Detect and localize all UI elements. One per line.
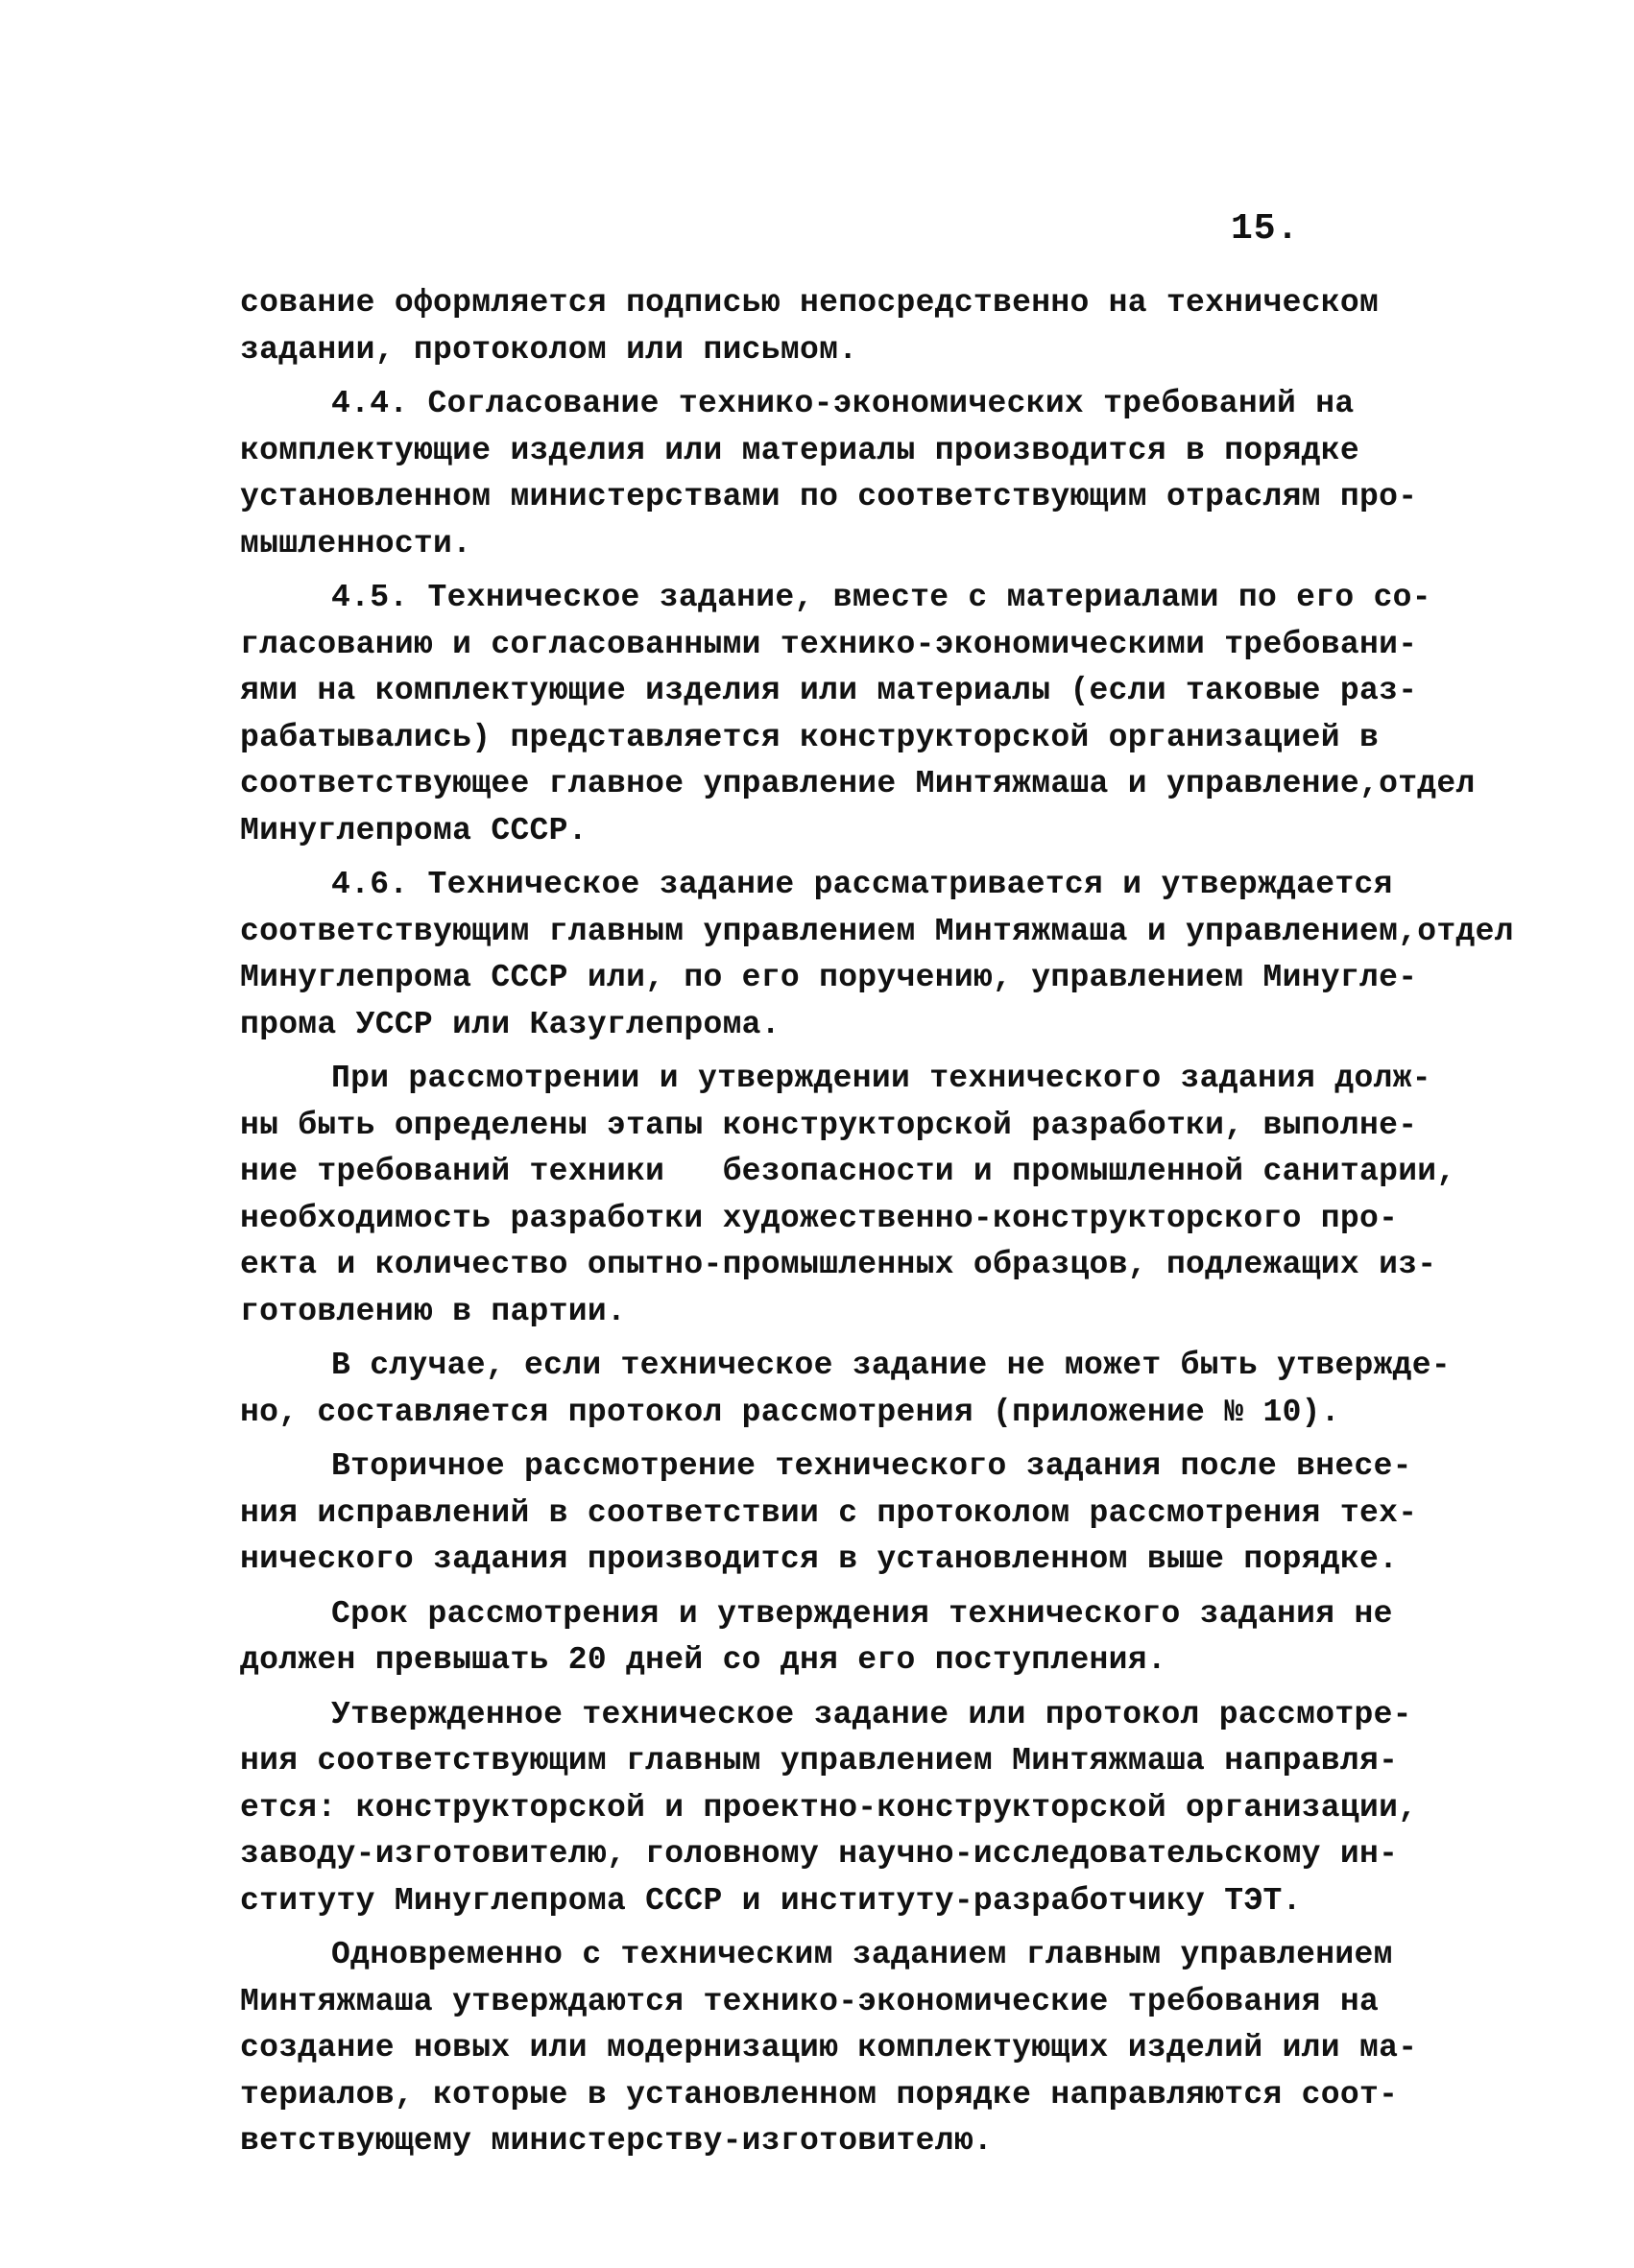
page-number: 15. bbox=[1231, 208, 1300, 250]
text-line: териалов, которые в установленном порядке направляются соот- bbox=[240, 2076, 1399, 2113]
text-line: При рассмотрении и утверждении технического задания долж- bbox=[331, 1061, 1431, 1096]
text-line: ветствующему министерству-изготовителю. bbox=[240, 2123, 994, 2159]
text-line: В случае, если техническое задание не может быть утвержде- bbox=[331, 1348, 1451, 1383]
text-line: рабатывались) представляется конструкторской организацией в bbox=[240, 719, 1380, 755]
text-line: установленном министерствами по соответствующим отраслям про- bbox=[240, 479, 1418, 514]
text-line: создание новых или модернизацию комплектующих изделий или ма- bbox=[240, 2030, 1418, 2065]
text-line: соответствующим главным управлением Минтяжмаша и управлением,отдел bbox=[240, 913, 1514, 949]
text-line: Одновременно с техническим заданием главным управлением bbox=[331, 1937, 1393, 1972]
text-line: 4.4. Согласование технико-экономических требований на bbox=[331, 386, 1355, 421]
text-line: ние требований техники безопасности и промышленной санитарии, bbox=[240, 1154, 1456, 1189]
text-line: ния соответствующим главным управлением Минтяжмаша направля- bbox=[240, 1743, 1399, 1779]
text-line: должен превышать 20 дней со дня его поступления. bbox=[240, 1642, 1166, 1678]
text-line: 4.5. Техническое задание, вместе с материалами по его со- bbox=[331, 580, 1431, 615]
text-line: гласованию и согласованными технико-экономическими требовани- bbox=[240, 626, 1418, 662]
text-line: ями на комплектующие изделия или материалы (если таковые раз- bbox=[240, 673, 1418, 708]
text-line: ституту Минуглепрома СССР и институту-разработчику ТЭТ. bbox=[240, 1882, 1302, 1919]
text-line: ния исправлений в соответствии с протоколом рассмотрения тех- bbox=[240, 1494, 1418, 1531]
text-line: Минтяжмаша утверждаются технико-экономические требования на bbox=[240, 1983, 1380, 2019]
text-line: комплектующие изделия или материалы производится в порядке bbox=[240, 432, 1359, 468]
text-line: но, составляется протокол рассмотрения (приложение № 10). bbox=[240, 1394, 1340, 1430]
text-line: Вторичное рассмотрение технического задания после внесе- bbox=[331, 1448, 1412, 1484]
text-line: готовлению в партии. bbox=[240, 1293, 627, 1329]
text-line: Утвержденное техническое задание или протокол рассмотре- bbox=[331, 1696, 1412, 1732]
text-line: сование оформляется подписью непосредственно на техническом bbox=[240, 285, 1380, 321]
text-line: ется: конструкторской и проектно-конструкторской организации, bbox=[240, 1789, 1418, 1826]
text-line: екта и количество опытно-промышленных образцов, подлежащих из- bbox=[240, 1247, 1437, 1282]
text-line: необходимость разработки художественно-конструкторского про- bbox=[240, 1200, 1399, 1236]
text-line: задании, протоколом или письмом. bbox=[240, 331, 858, 368]
text-line: нического задания производится в установленном выше порядке. bbox=[240, 1541, 1399, 1577]
text-line: Минуглепрома СССР или, по его поручению, управлением Минугле- bbox=[240, 960, 1418, 995]
body-text bbox=[240, 280, 1514, 2165]
text-line: прома УССР или Казуглепрома. bbox=[240, 1006, 781, 1042]
text-line: 4.6. Техническое задание рассматривается и утверждается bbox=[331, 867, 1393, 902]
text-line: соответствующее главное управление Минтяжмаша и управление,отдел bbox=[240, 766, 1476, 801]
text-line: заводу-изготовителю, головному научно-исследовательскому ин- bbox=[240, 1836, 1399, 1872]
text-line: ны быть определены этапы конструкторской разработки, выполне- bbox=[240, 1107, 1418, 1143]
text-line: Срок рассмотрения и утверждения технического задания не bbox=[331, 1595, 1393, 1632]
text-line: Минуглепрома СССР. bbox=[240, 812, 588, 848]
text-line: мышленности. bbox=[240, 525, 472, 561]
